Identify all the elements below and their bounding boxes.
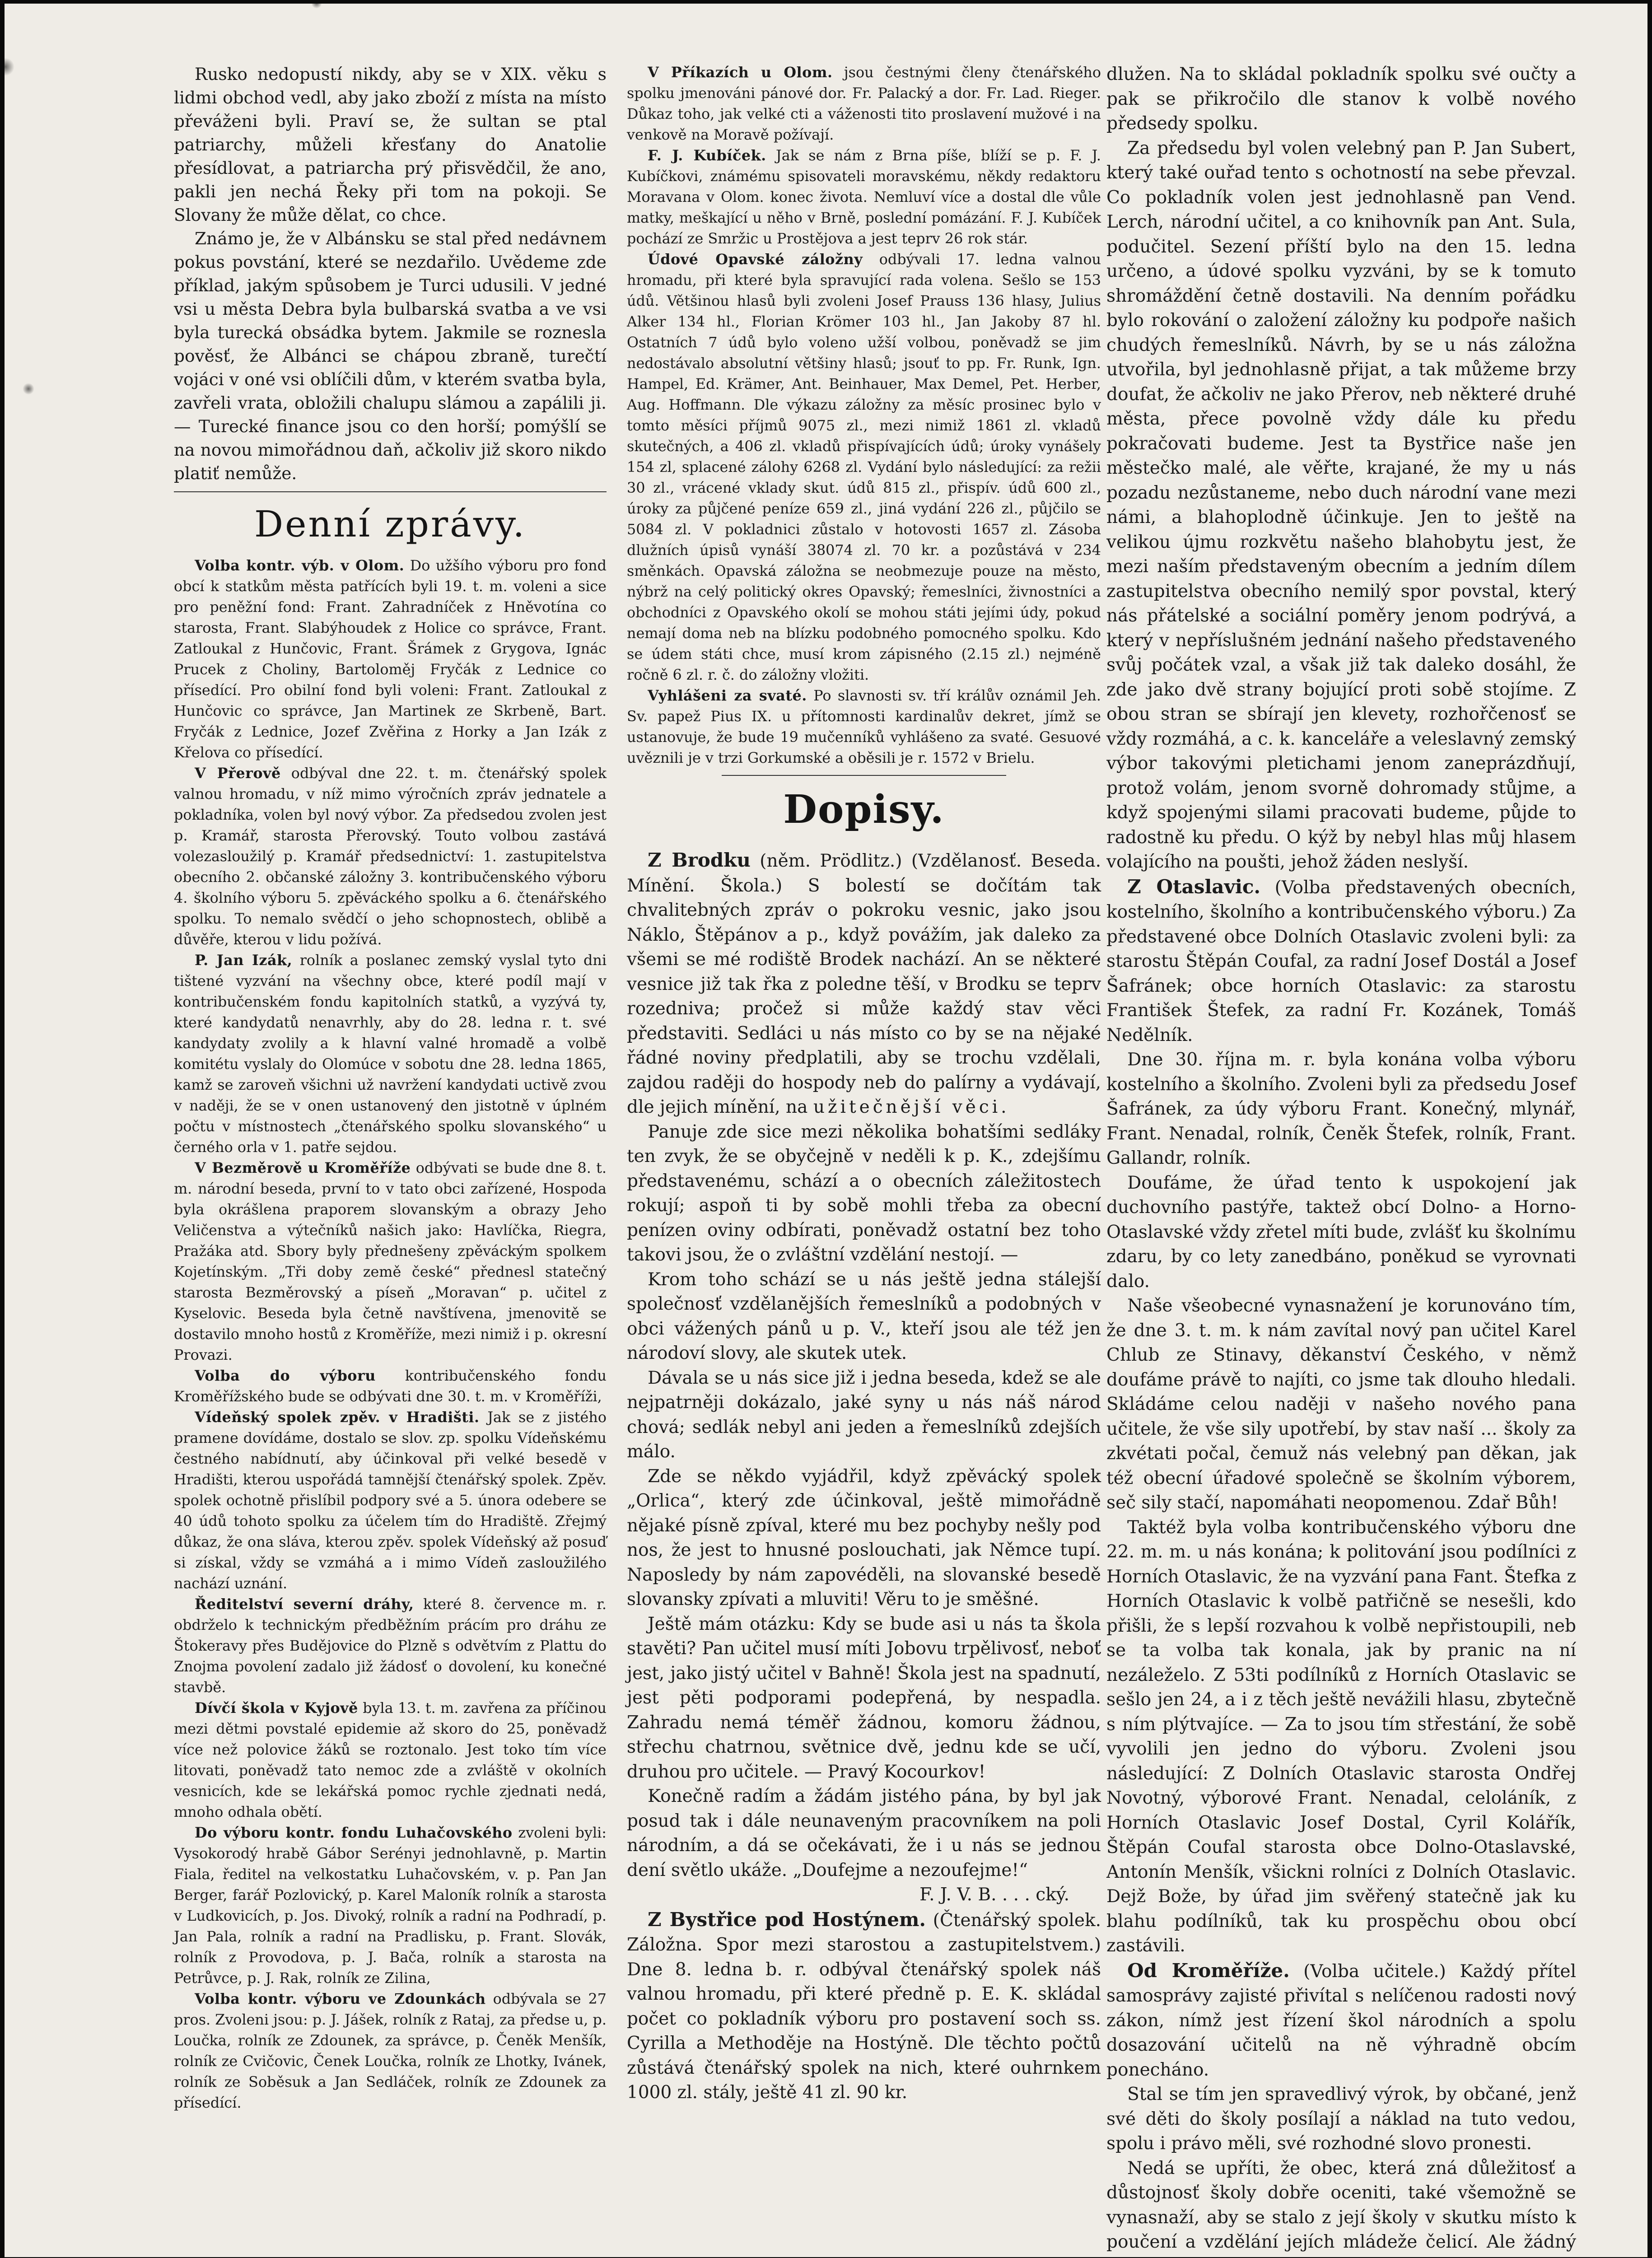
article-paragraph: Známo je, že v Albánsku se stal před nedávnem pokus povstání, které se nezdařilo. Uvědeme zde příklad, jakým spůsobem je Turci udusili. V jedné vsi u města Debra byla bulbarská svatba a ve vsi byla turecká obsádka bytem. Jakmile se roznesla pověsť, že Albánci se chápou zbraně, turečtí vojáci v oné vsi oblíčili dům, v kterém svatba byla, zavřeli vrata, obložili chalupu slámou a zapálili ji. — Turecké finance jsou co den horší; pomýšlí se na novou mimořádnou daň, ačkoliv již skoro nikdo platiť nemůže. (174, 229, 607, 483)
news-item (174, 1366, 607, 1407)
news-text: kontribučenského fondu Kroměřížského bude se odbývati dne 30. t. m. v Kroměříži, (174, 1367, 607, 1405)
news-lead: Volba do výboru (195, 1367, 376, 1384)
letter-text: (Volba představených obecních, kostelního, školního a kontribučenského výboru.) Za představené obce Dolních Otaslavic zvoleni byli: za starostu Štěpán Coufal, za radní Josef Dostál a Josef Šafránek; obce horních Otaslavic: za starostu František Štefek, za radní Fr. Kozánek, Tomáš Nedělník. (1106, 877, 1576, 1045)
section-heading-dopisy: Dopisy. (783, 787, 945, 832)
news-text: Jak se nám z Brna píše, blíží se p. F. J. Kubíčkovi, známému spisovateli moravskému, někdy redaktoru Moravana v Olom. konec života. Nemluví více a dostal dle vůle matky, meškající u něho v Brně, poslední pomázání. F. J. Kubíček pochází ze Smržic u Prostějova a jest teprv 26 rok stár. (627, 147, 1101, 247)
column-1 (174, 62, 607, 2113)
news-lead: Údové Opavské záložny (648, 251, 863, 268)
news-text: odbývala se 27 pros. Zvoleni jsou: p. J. Jášek, rolník z Rataj, za předse u, p. Loučka, rolník ze Zdounek, za správce, p. Čeněk Menšík, rolník ze Cvičovic, Čenek Loučka, rolník ze Lhotky, Ivánek, rolník ze Soběsuk a Jan Sedláček, rolník ze Zdounek za přísedící. (174, 1991, 607, 2111)
letter-paragraph: Nedá se upříti, že obec, která zná důležitosť a důstojnosť školy dobře oceniti, také všemožně se vynasnaží, aby se stalo z její školy v skutku místo k poučení a vzdělání jejích mládeže čelicí. Ale žádný (1106, 2158, 1576, 2252)
letter-text: (Čtenářský spolek. Záložna. Spor mezi starostou a zastupitelstvem.) Dne 8. ledna b. r. odbýval čtenářský spolek náš valnou hromadu, při které předně p. E. K. skládal počet co pokladník výboru pro postavení soch ss. Cyrilla a Methoděje na Hostýně. Dle těchto počtů zůstává čtenářský spolek na nich, které ouhrnkem 1000 zl. stály, ještě 41 zl. 90 kr. (627, 1910, 1101, 2103)
letter-text: (Volba učitele.) Každý přítel samosprávy zajisté přivítal s nelíčenou radosti nový zákon, nímž jest řízení škol národních a spolu dosazování učitelů na ně výhradně obcím ponecháno. (1106, 1961, 1576, 2080)
letter-paragraph: Za předsedu byl volen velebný pan P. Jan Subert, který také ouřad tento s ochotností na sebe převzal. Co pokladník volen jest jednohlasně pan Vend. Lerch, národní učitel, a co knihovník pan Ant. Sula, podučitel. Sezení příští bylo na den 15. ledna určeno, a údové spolku vyzváni, by se k tomuto shromáždění četně dostavili. Na denním pořádku bylo rokování o založení záložny ku podpoře našich chudých řemeslníků. Návrh, by se u nás záložna utvořila, byl jednohlasně přijat, a tak můžeme brzy doufat, že ačkoliv ne jako Přerov, neb některé druhé města, přece povolně vždy dále ku předu pokračovati budeme. Jest ta Bystřice naše jen městečko malé, ale věřte, krajané, že my u nás pozadu nezůstaneme, nebo duch národní vane mezi námi, a blahoplodně účinkuje. Jen to ještě na velikou újmu rozkvětu našeho blahobytu jest, že mezi naším představeným obecním a jedním dílem zastupitelstva obecního nemilý spor povstal, který nás přátelské a sociální poměry jenom podrývá, a který v nepříslušném jednání našeho představeného svůj počátek vzal, a však již tak daleko dosáhl, že zde jako dvě strany bojující proti sobě stojíme. Z obou stran se sbírají jen klevety, rozhořčenosť se vždy rozmáhá, a c. k. kanceláře a veleslavný zemský výbor takovými pletichami jenom zaneprázdňují, protož volám, jenom svorně dohromady stůjme, a když spojenými silami pracovati budeme, půjde to radostně ku předu. O kýž by nebyl hlas můj hlasem volajícího na poušti, jehož žáden neslyší. (1106, 138, 1576, 872)
news-lead: Dívčí škola v Kyjově (195, 1700, 358, 1717)
section-divider (722, 775, 1006, 776)
news-lead: P. Jan Izák, (195, 952, 293, 969)
letters-section (627, 848, 1101, 2105)
letter-note: (něm. Prödlitz.) (Vzdělanosť. Beseda. Mínění. Škola.) (627, 851, 1101, 896)
letter-paragraph: Dávala se u nás sice již i jedna beseda, kdež se ale nejpatrněji dokázalo, jaké syny u nás náš národ chová; sedlák nebyl ani jeden a řemeslníků zdejších málo. (627, 1367, 1101, 1462)
news-item (174, 555, 607, 763)
letter-text: S bolestí se dočítám tak chvalitebných zpráv o pokroku vesnic, jako jsou Náklo, Štěpánov a p., když povážím, jak daleko za všemi se mé rodiště Brodek nachází. An se některé vesnice již tak řka z poledne těší, v Brodku se teprv rozedniva; pročež si může každý stav věci představiti. Sedláci u nás místo co by se na nějaké řádné noviny předplatili, aby se trochu vzdělali, zajdou raději do hospody neb do palírny a vydávají, dle jejich mínění, na (627, 875, 1101, 1117)
news-item (174, 1407, 607, 1594)
column-3 (1106, 62, 1576, 2257)
news-item (627, 686, 1101, 769)
news-text: byla 13. t. m. zavřena za příčinou mezi dětmi povstalé epidemie až skoro do 25, poněvadž více než polovice žáků se roztonalo. Jest toko tím více litovati, poněvadž tato nemoc zde a zvláště v okolních vesnicích, kde se lekářská pomoc rychle zjednati nedá, mnoho odhala obětí. (174, 1700, 607, 1820)
news-list-continued (627, 62, 1101, 769)
news-text: které 8. července m. r. obdrželo k technickým předběžním prácím pro dráhu ze Štokeravy přes Budějovice do Plzně s odvětvím z Plattu do Znojma povolení zadalo již žádosť o dovolení, ku konečné stavbě. (174, 1596, 607, 1696)
news-text: Jak se z jistého pramene dovídáme, dostalo se slov. zp. spolku Vídeňskému čestného nabídnutí, aby účinkoval při velké besedě v Hradišti, kterou uspořádá tamnější čtenářský spolek. Zpěv. spolek ochotně přislíbil podpory své a 5. února odebere se 40 údů tohoto spolku za účelem tím do Hradiště. Zřejmý důkaz, že ona slávа, kterou zpěv. spolek Vídeňský až posuď si získal, vždy se vzmáhá a i mimo Vídeň zasloužilého nachází uznání. (174, 1409, 607, 1592)
letter-paragraph: dlužen. Na to skládal pokladník spolku své oučty a pak se přikročilo dle stanov k volbě nového předsedy spolku. (1106, 64, 1576, 134)
news-item (627, 249, 1101, 686)
news-lead: Vídeňský spolek zpěv. v Hradišti. (195, 1409, 480, 1426)
news-text: odbýval dne 22. t. m. čtenářský spolek valnou hromadu, v níž mimo výročních zpráv jednatele a pokladníka, volen byl nový výbor. Za předsedou zvolen jest p. Kramář, starosta Přerovský. Touto volbou zastává volezasloužilý p. Kramář předsednictví: 1. zastupitelstva obecního 2. občanské záložny 3. kontribučenského výboru 4. školního výboru 5. zpěváckého spolku a 6. čtenářského spolku. To nemalo svědčí o jeho schopnostech, oblibě a důvěře, kterou v lidu požívá. (174, 765, 607, 948)
article-paragraph: Rusko nedopustí nikdy, aby se v XIX. věku s lidmi obchod vedl, aby jako zboží z místa na místo převáženi byli. Praví se, že sultan se ptal patriarchy, můželi křesťany do Anatolie přesídlovat, a patriarcha prý přisvědčil, že ano, pakli jen nechá Řeky při tom na pokoji. Se Slovany že může dělat, co chce. (174, 64, 607, 225)
news-list (174, 555, 607, 2113)
news-lead: V Přerově (195, 765, 281, 782)
section-heading-denni-zpravy: Denní zprávy. (254, 503, 527, 545)
letter-place: Z Brodku (648, 849, 751, 871)
news-text: odbývali 17. ledna valnou hromadu, při které byla spravující rada volena. Sešlo se 153 údů. Většinou hlasů byli zvoleni Josef Prauss 136 hlasy, Julius Alker 134 hl., Florian Krömer 103 hl., Jan Jakoby 87 hl. Ostatních 7 údů bylo voleno užší volbou, poněvadž se jim nedostávalo absolutní většiny hlasů; jsouť to pp. Fr. Runk, Ign. Hampel, Ed. Krämer, Ant. Beinhauer, Max Demel, Pet. Herber, Aug. Hoffmann. Dle výkazu záložny za měsíc prosinec bylo v tomto měsíci příjmů 9075 zl., mezi nimiž 1861 zl. vkladů skutečných, a 406 zl. vkladů přispívajících údů; úroky vynášely 154 zl, splacené zálohy 6268 zl. Vydání bylo následující: za režii 30 zl., vrácené vklady skut. údů 815 zl., přispív. údů 600 zl., úroky za půjčené peníze 659 zl., jiná vydání 226 zl., půjčilo se 5084 zl. V pokladnici zůstalo v hotovosti 1657 zl. Zásoba dlužních úpisů vynáší 38074 zl. 70 kr. a pozůstává v 234 směnkách. Opavská záložna se neobmezuje pouze na město, nýbrž na celý politický okres Opavský; řemeslníci, živnostníci a obchodníci z Opavského okolí se mohou státi jejími údy, pokud nemají doma neb na blízku podobného pomocného spolku. Kdo se údem státi chce, musí krom zápisného (2.15 zl.) nejméně ročně 6 zl. r. č. do záložny vložiti. (627, 251, 1101, 683)
news-text: zvoleni byli: Vysokorodý hrabě Gábor Serényi jednohlavně, p. Martin Fiala, ředitel na velkostatku Luhačovském, v. p. Pan Jan Berger, farář Pozlovický, p. Karel Maloník rolník a starosta v Ludkovicích, p. Jos. Divoký, rolník a radní na Podhradí, p. Jan Pala, rolník a radní na Pradlisku, p. Frant. Slovák, rolník z Provodova, p. J. Bača, rolník a starosta na Petrůvce, p. J. Rak, rolník ze Zilina, (174, 1824, 607, 1987)
news-lead: V Bezměrově u Kroměříže (195, 1160, 411, 1176)
letter-paragraph: Zde se někdo vyjádřil, když zpěvácký spolek „Orlica“, který zde účinkoval, ještě mimořádně nějaké písně zpíval, které mu bez pochyby nešly pod nos, že jest to hnusné poslouchati, jak Němce tupí. Naposledy by nám zapovéděli, na slovanské besedě slovansky zpívati a mluviti! Věru to je směšné. (627, 1466, 1101, 1610)
news-item (174, 950, 607, 1158)
letter-place: Z Bystřice pod Hostýnem. (648, 1908, 926, 1931)
news-lead: F. J. Kubíček. (648, 147, 766, 164)
news-text: jsou čestnými členy čtenářského spolku jmenováni pánové dor. Fr. Palacký a dor. Fr. Lad. Rieger. Důkaz toho, jak velké cti a váženosti tito proslavení mužové i na venkově na Moravě požívají. (627, 64, 1101, 143)
news-lead: Ředitelství severní dráhy, (195, 1596, 414, 1613)
news-item (174, 1823, 607, 1989)
page-stain (23, 383, 34, 395)
letter-place: Od Kroměříže. (1127, 1959, 1290, 1982)
letter-paragraph: Taktéž byla volba kontribučenského výboru dne 22. m. m. u nás konána; k politování jsou podílníci z Horních Otaslavic, že na vyzvání pana Fant. Štefka z Horních Otaslavic k volbě patřičně se nesešli, kdo přišli, že s lepší rozvahou k volbě nepřistoupili, neb se ta volba tak konala, jak by pranic na ní nezáleželo. Z 53ti podílníků z Horních Otaslavic se sešlo jen 24, a i z těch ještě nevážili hlasu, zbytečně s ním plýtvajíce. — Za to jsou tím střestání, že sobě vyvolili jen jedno do výboru. Zvoleni jsou následující: Z Dolních Otaslavic starosta Ondřej Novotný, výborové Frant. Nenadal, celoláník, z Horních Otaslavic Josef Dostal, Cyril Kolářík, Štěpán Coufal starosta obce Dolno-Otaslavské, Antonín Menšík, všickni rolníci z Dolních Otaslavic. Dejž Bože, by úřad jim svěřený statečně jak ku blahu podílníků, tak ku prospěchu obou obcí zastávili. (1106, 1517, 1576, 1956)
letter-paragraph (1106, 875, 1576, 1048)
letter-signature: F. J. V. B. . . . cký. (919, 1885, 1069, 1905)
news-text: Po slavnosti sv. tří králův oznámil Jeh. Sv. papež Pius IX. u přítomnosti kardinalův dekret, jímž se ustanovuje, že bude 19 mučenníků vyhlášeno za svaté. Gesuové uvěznili je v trzi Gorkumské a oběsili je r. 1572 v Brielu. (627, 687, 1101, 766)
news-lead: Vyhlášeni za svaté. (648, 687, 807, 704)
letter-paragraph: Panuje zde sice mezi několika bohatšími sedláky ten zvyk, že se obyčejně v neděli k p. K., zdejšímu představenému, schází a o obecních záležitostech rokují; aspoň ti by sobě mohli třeba za obecní penízen oviny odbírati, poněvadž ostatní bez toho takovi jsou, že o zvláštní vzdělání nestojí. — (627, 1121, 1101, 1265)
news-lead: Volba kontr. výb. v Olom. (195, 557, 405, 574)
newspaper-page (5, 4, 1647, 2257)
news-lead: Volba kontr. výboru ve Zdounkách (195, 1991, 486, 2007)
letter-paragraph (627, 848, 1101, 1120)
news-lead: V Příkazích u Olom. (648, 64, 833, 81)
letter-paragraph (627, 1908, 1101, 2105)
page-stain (312, 4, 322, 9)
page-stain (5, 58, 14, 76)
news-item (174, 1698, 607, 1823)
letter-paragraph: Ještě mám otázku: Kdy se bude asi u nás ta škola stavěti? Pan učitel musí míti Jobovu trpělivosť, neboť jest, jako jistý učitel v Bahně! Škola jest na spadnutí, jest pěti podporami podepřená, by nespadla. Zahradu nemá téměř žádnou, komoru žádnou, střechu chatrnou, světnice dvě, jednu kde se učí, druhou pro učitele. — Pravý Kocourkov! (627, 1614, 1101, 1782)
letter-paragraph: Konečně radím a žádám jistého pána, by byl jak posud tak i dále neunaveným pracovníkem na poli národním, a dá se očekávati, že i u nás se jednou dení světlo ukáže. „Doufejme a nezoufejme!“ (627, 1786, 1101, 1880)
news-item (174, 1158, 607, 1366)
letter-paragraph (1106, 1959, 1576, 2083)
news-text: rolník a poslanec zemský vyslal tyto dni tištené vyzvání na všechny obce, které podíl mají v kontribučenském fondu kapitolních statků, a vyzývá ty, které kandydatů nenavrhly, aby do 28. ledna r. t. své kandydaty zvolily a k hlavní valné hromadě a volbě komitétu vyslaly do Olomúce v sobotu dne 28. ledna 1865, kamž se zaroveň všichni už navržení kandydati uctivě zvou v naději, že se v onen ustanovený den jistotně v úplném počtu v místnostech „čtenářského spolku slovanského“ u černého orla v 1. patře sejdou. (174, 952, 607, 1156)
section-divider (174, 491, 607, 492)
news-item (174, 1594, 607, 1698)
news-item (627, 62, 1101, 145)
letter-paragraph: Naše všeobecné vynasnažení je korunováno tím, že dne 3. t. m. k nám zavítal nový pan učitel Karel Chlub ze Stinavy, děkanství Českého, v němž doufáme právě to najíti, co jsme tak dlouho hledali. Skládáme celou naději v našeho nového pana učitele, že vše sily upotřebí, by stav naší ... školy za zkvétati počal, čemuž nás velebný pan děkan, jak též obecní úřadové společně se školním výborem, seč sily stačí, napomáhati neopomenou. Zdař Bůh! (1106, 1296, 1576, 1513)
news-lead: Do výboru kontr. fondu Luhačovského (195, 1824, 513, 1841)
letter-paragraph: Doufáme, že úřad tento k uspokojení jak duchovního pastýře, taktež obcí Dolno- a Horno-Otaslavské vždy zřetel míti bude, zvlášť ku školnímu zdaru, by co lety zanedbáno, poněkud se vyrovnati dalo. (1106, 1172, 1576, 1292)
column-2 (627, 62, 1101, 2105)
news-text: odbývati se bude dne 8. t. m. národní beseda, první to v tato obci zařízené, Hospoda byla okrášlena praporem slovanským a obrazy Jeho Veličenstva a výtečníků našich jako: Havlíčka, Riegra, Pražáka atd. Sbory byly přednešeny zpěváckým spolkem Kojetínským. „Tři doby země české“ přednesl statečný starosta Bezměrovský a píseň „Moravan“ p. učitel z Kyselovic. Beseda byla četně navštívena, jmenovitě se dostavilo mnoho hostů z Kroměříže, mezi nimiž i p. okresní Provazi. (174, 1160, 607, 1363)
letter-place: Z Otaslavic. (1127, 875, 1261, 898)
news-item (174, 763, 607, 950)
news-text: Do užšího výboru pro fond obcí k statkům města patřících byli 19. t. m. voleni a sice pro peněžní fond: Frant. Zahradníček z Hněvotína co starosta, Frant. Slabýhoudek z Holice co správce, Frant. Zatloukal z Hunčovic, Frant. Šrámek z Grygova, Ignác Prucek z Choliny, Bartoloměj Fryčák z Lednice co přísedící. Pro obilní fond byli voleni: Frant. Zatloukal z Hunčovic co správce, Jan Martinek ze Skrbeně, Bart. Fryčák z Lednice, Jozef Zvěřina z Horky a Jan Izák z Křelova co přísedící. (174, 557, 607, 761)
letter-paragraph: Krom toho schází se u nás ještě jedna stálejší společnosť vzdělanějších řemeslníků a podobných v obci vážených pánů u p. V., kteří jsou ale též jen národoví slovy, ale skutek utek. (627, 1269, 1101, 1363)
news-item (627, 145, 1101, 249)
letter-spaced-text: užitečnější věci. (813, 1097, 1010, 1117)
letter-paragraph: Stal se tím jen spravedlivý výrok, by občané, jenž své děti do školy posílají a náklad na tuto vedou, spolu i právo měli, své rozhodné slovo pronesti. (1106, 2084, 1576, 2154)
letter-paragraph: Dne 30. října m. r. byla konána volba výboru kostelního a školního. Zvoleni byli za předsedu Josef Šafránek, za údy výboru Frant. Konečný, mlynář, Frant. Nenadal, rolník, Čeněk Štefek, rolník, Frant. Gallandr, rolník. (1106, 1050, 1576, 1168)
news-item (174, 1989, 607, 2113)
